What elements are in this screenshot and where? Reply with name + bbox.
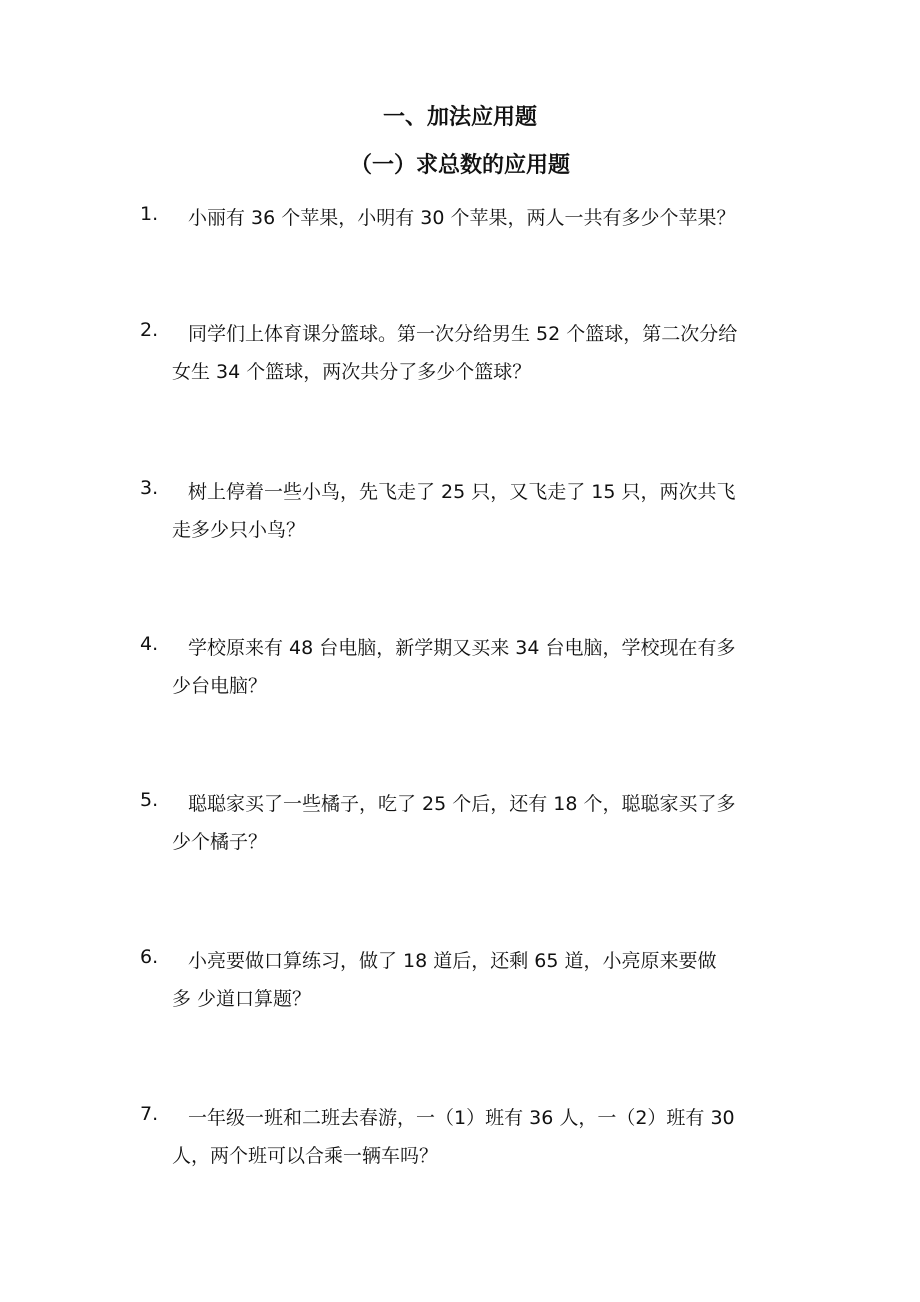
problem-text: 树上停着一些小鸟，先飞走了 25 只，又飞走了 15 只，两次共飞 <box>188 481 736 503</box>
problem-text-continued: 走多少只小鸟？ <box>172 519 306 541</box>
problem-number: 1. <box>140 203 159 225</box>
problem-text: 小亮要做口算练习，做了 18 道后，还剩 65 道，小亮原来要做 <box>188 950 717 972</box>
problem-text: 同学们上体育课分篮球。第一次分给男生 52 个篮球，第二次分给 <box>188 323 738 345</box>
page-heading: 一、加法应用题 <box>382 105 537 130</box>
problem-number: 5. <box>140 789 159 811</box>
problem-text-continued: 人，两个班可以合乘一辆车吗？ <box>172 1145 439 1167</box>
problem-text-continued: 少个橘子？ <box>172 831 268 853</box>
problem-number: 4. <box>140 633 159 655</box>
problem-number: 3. <box>140 477 159 499</box>
problem-number: 7. <box>140 1103 159 1125</box>
problem-text-continued: 少台电脑？ <box>172 675 268 697</box>
problem-text-continued: 女生 34 个篮球，两次共分了多少个篮球？ <box>172 361 532 383</box>
problem-text: 小丽有 36 个苹果，小明有 30 个苹果，两人一共有多少个苹果？ <box>188 207 736 229</box>
section-subheading: （一）求总数的应用题 <box>349 153 570 178</box>
problem-number: 6. <box>140 946 159 968</box>
problem-number: 2. <box>140 319 159 341</box>
problem-text: 一年级一班和二班去春游，一（1）班有 36 人，一（2）班有 30 <box>188 1107 735 1129</box>
problem-text: 学校原来有 48 台电脑，新学期又买来 34 台电脑，学校现在有多 <box>188 637 736 659</box>
problem-text-continued: 多 少道口算题？ <box>172 988 312 1010</box>
problem-text: 聪聪家买了一些橘子，吃了 25 个后，还有 18 个，聪聪家买了多 <box>188 793 736 815</box>
